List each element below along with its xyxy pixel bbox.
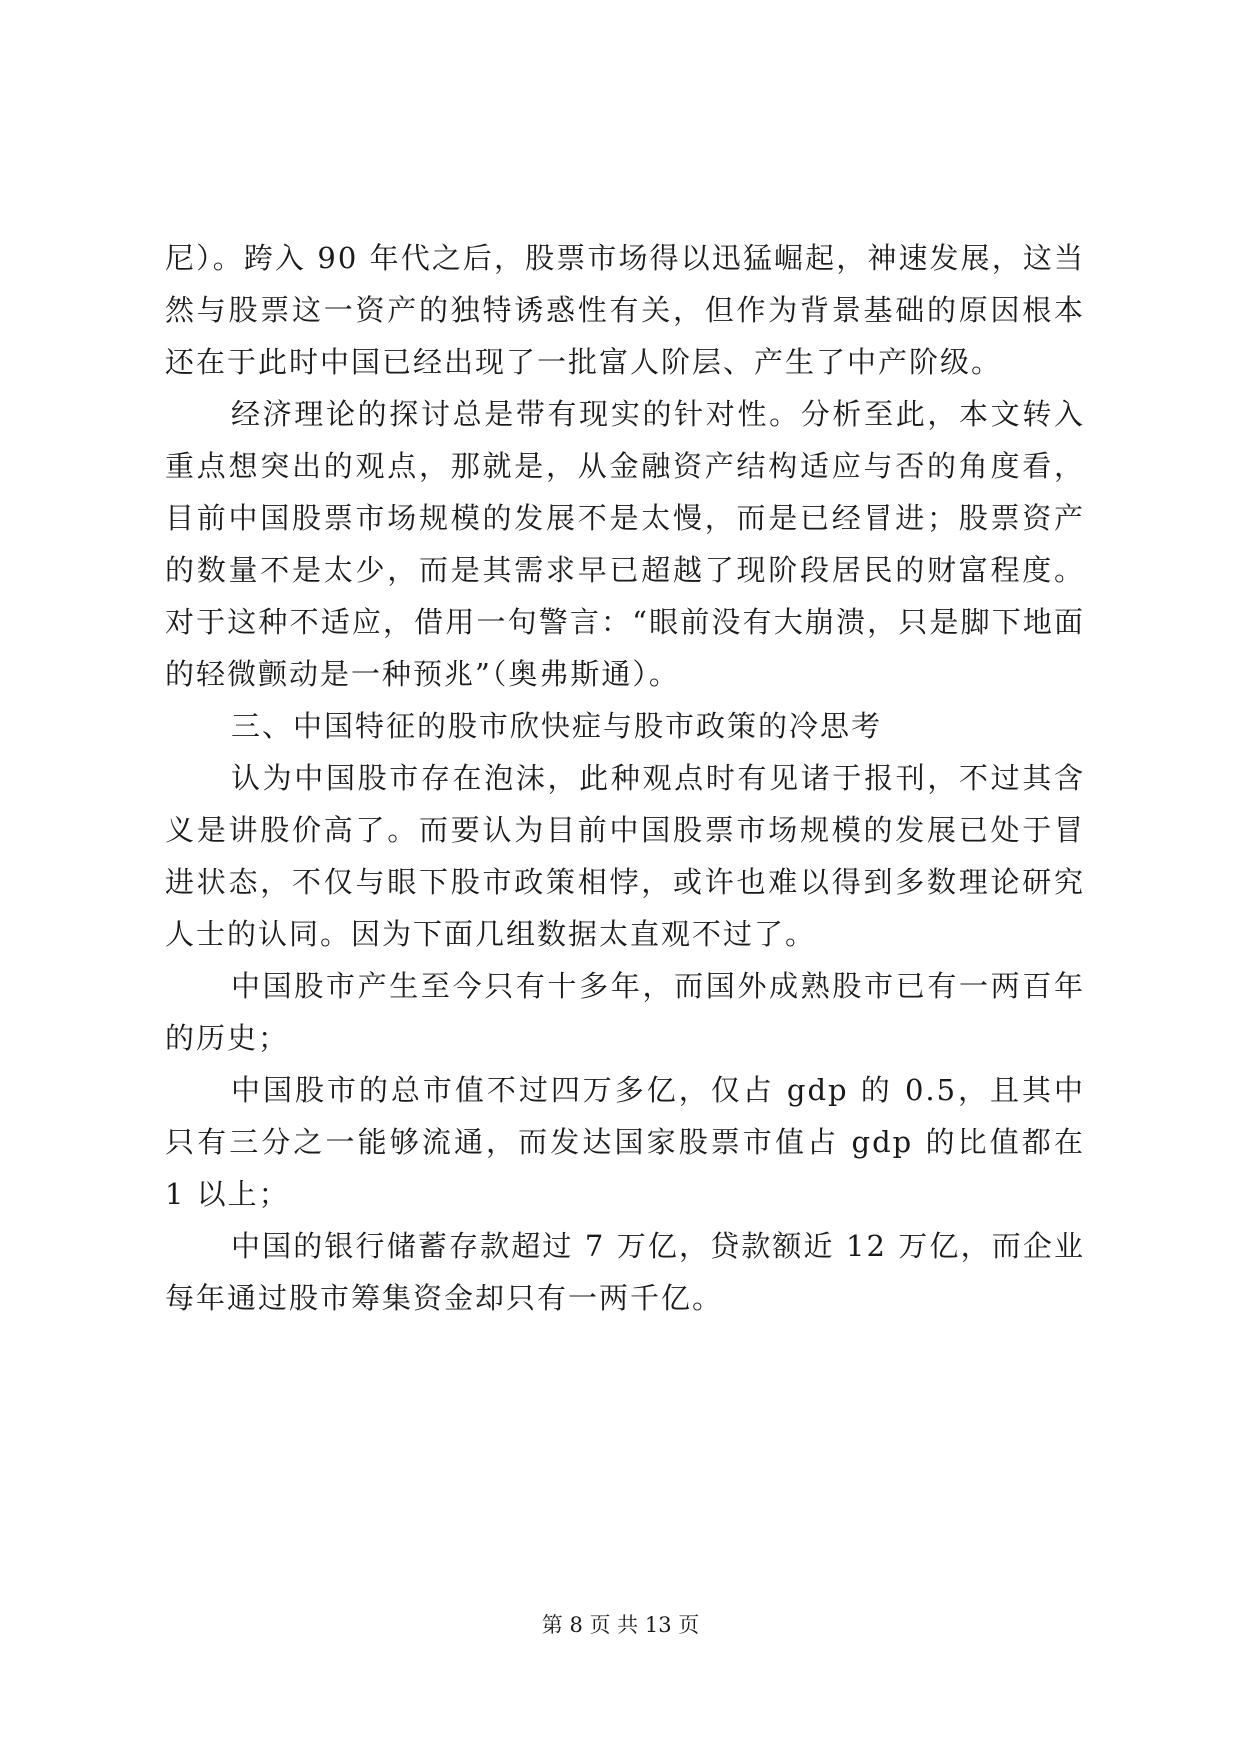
paragraph-bubble: 认为中国股市存在泡沫，此种观点时有见诸于报刊，不过其含义是讲股价高了。而要认为目前中国股票市场规模的发展已处于冒进状态，不仅与眼下股市政策相悖，或许也难以得到多数理论研究人士的认同。因为下面几组数据太直观不过了。 <box>165 761 1085 951</box>
section-heading: 三、中国特征的股市欣快症与股市政策的冷思考 <box>231 709 883 743</box>
paragraph-data-savings: 中国的银行储蓄存款超过 7 万亿，贷款额近 12 万亿，而企业每年通过股市筹集资金却只有一两千亿。 <box>165 1229 1085 1315</box>
page-number-footer: 第 8 页 共 13 页 <box>541 1613 700 1637</box>
paragraph-data-market-value: 中国股市的总市值不过四万多亿，仅占 gdp 的 0.5，且其中只有三分之一能够流通，而发达国家股票市值占 gdp 的比值都在 1 以上； <box>165 1073 1085 1211</box>
document-body <box>165 232 1085 1324</box>
paragraph-continuation: 尼）。跨入 90 年代之后，股票市场得以迅猛崛起，神速发展，这当然与股票这一资产的独特诱惑性有关，但作为背景基础的原因根本还在于此时中国已经出现了一批富人阶层、产生了中产阶级。 <box>165 241 1085 379</box>
paragraph-data-history: 中国股市产生至今只有十多年，而国外成熟股市已有一两百年的历史； <box>165 969 1085 1055</box>
paragraph-analysis: 经济理论的探讨总是带有现实的针对性。分析至此，本文转入重点想突出的观点，那就是，从金融资产结构适应与否的角度看，目前中国股票市场规模的发展不是太慢，而是已经冒进；股票资产的数量不是太少，而是其需求早已超越了现阶段居民的财富程度。对于这种不适应，借用一句警言：“眼前没有大崩溃，只是脚下地面的轻微颤动是一种预兆”（奥弗斯通）。 <box>165 397 1085 691</box>
